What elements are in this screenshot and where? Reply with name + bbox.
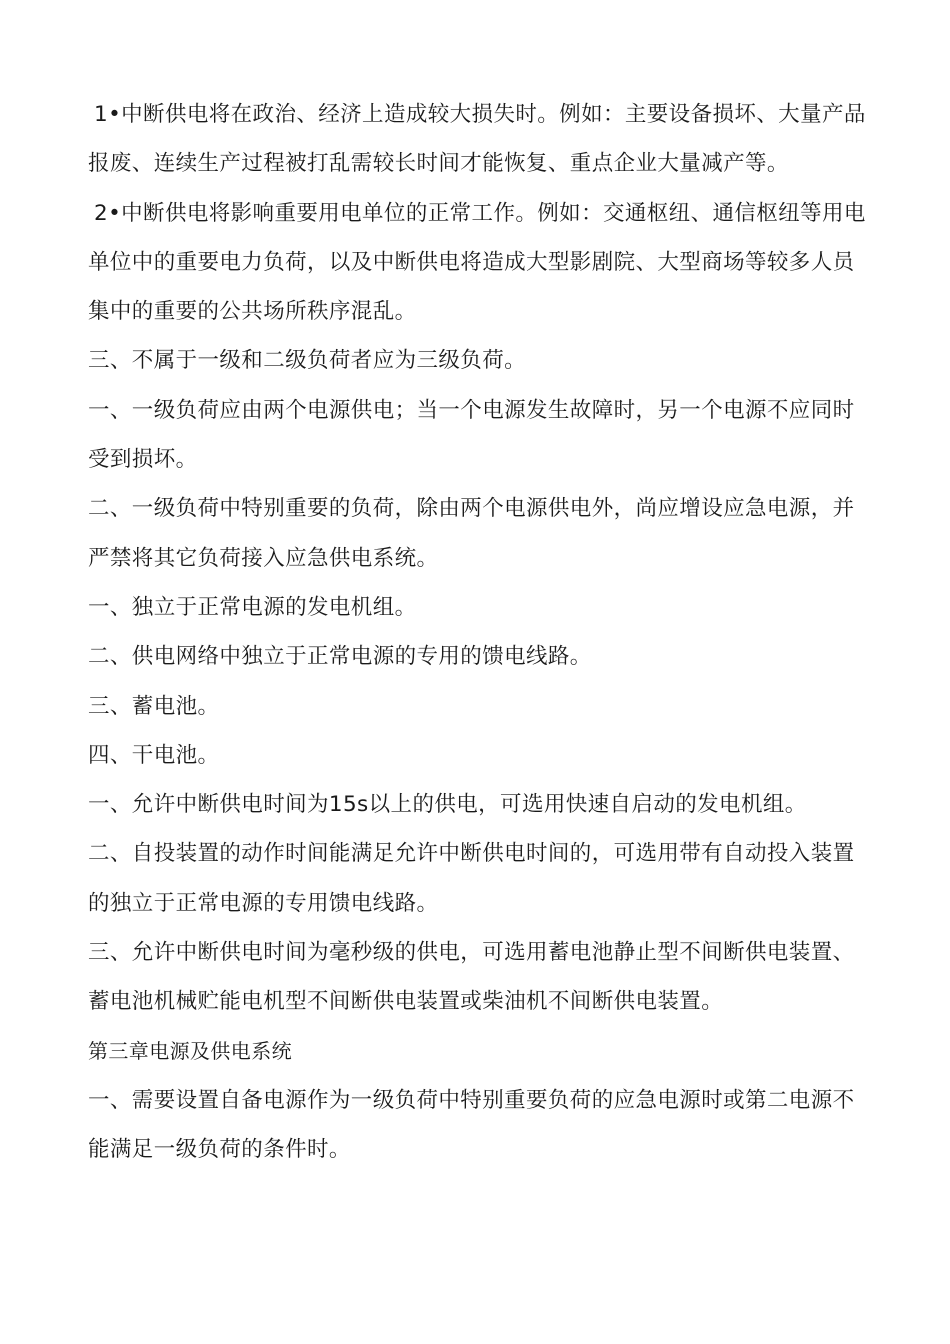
body-text <box>88 90 873 1175</box>
paragraph-dual-power-supply: 一、一级负荷应由两个电源供电；当一个电源发生故障时，另一个电源不应同时受到损坏。 <box>88 397 855 473</box>
paragraph-load-class-1: 1•中断供电将在政治、经济上造成较大损失时。例如：主要设备损坏、大量产品报废、连续生产过程被打乱需较长时间才能恢复、重点企业大量减产等。 <box>88 102 866 177</box>
paragraph-millisecond-supply: 三、允许中断供电时间为毫秒级的供电，可选用蓄电池静止型不间断供电装置、蓄电池机械贮能电机型不间断供电装置或柴油机不间断供电装置。 <box>88 940 855 1015</box>
chapter-heading: 第三章电源及供电系统 <box>88 1038 292 1063</box>
list-item-battery: 三、蓄电池。 <box>88 693 220 719</box>
paragraph-third-class-load: 三、不属于一级和二级负荷者应为三级负荷。 <box>88 348 527 374</box>
paragraph-auto-transfer: 二、自投装置的动作时间能满足允许中断供电时间的，可选用带有自动投入装置的独立于正常电源的专用馈电线路。 <box>88 841 855 916</box>
list-item-dry-cell: 四、干电池。 <box>88 742 220 768</box>
paragraph-load-class-2: 2•中断供电将影响重要用电单位的正常工作。例如：交通枢纽、通信枢纽等用电单位中的重要电力负荷，以及中断供电将造成大型影剧院、大型商场等较多人员集中的重要的公共场所秩序混乱。 <box>88 200 866 325</box>
list-item-feeder-line: 二、供电网络中独立于正常电源的专用的馈电线路。 <box>88 644 592 670</box>
list-item-generator: 一、独立于正常电源的发电机组。 <box>88 594 417 620</box>
paragraph-emergency-power: 二、一级负荷中特别重要的负荷，除由两个电源供电外，尚应增设应急电源，并严禁将其它负荷接入应急供电系统。 <box>88 496 855 571</box>
paragraph-15s-supply: 一、允许中断供电时间为15s以上的供电，可选用快速自启动的发电机组。 <box>88 792 807 818</box>
paragraph-backup-power: 一、需要设置自备电源作为一级负荷中特别重要负荷的应急电源时或第二电源不能满足一级负荷的条件时。 <box>88 1087 855 1163</box>
